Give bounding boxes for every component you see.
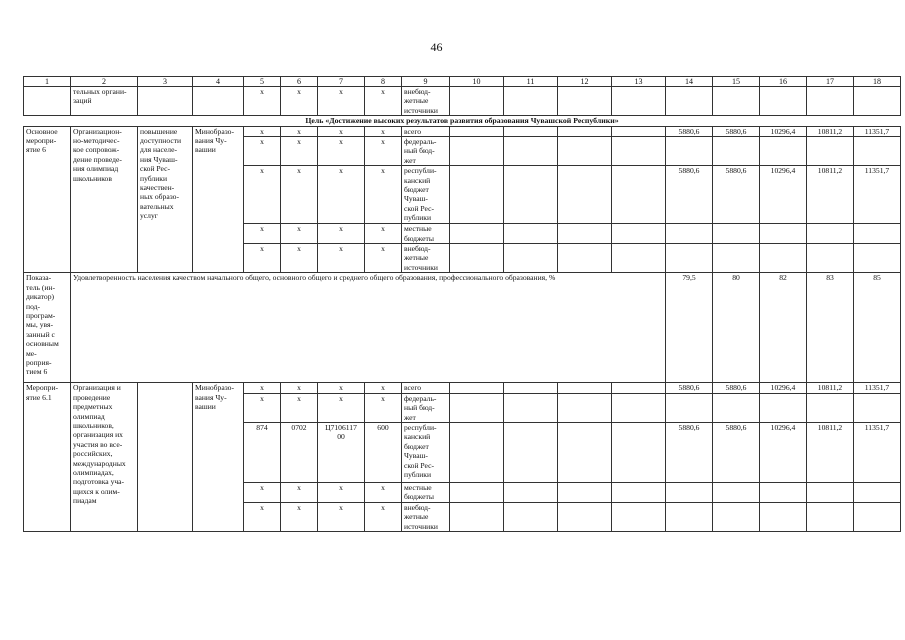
- budget-code-cell: Ц7106117 00: [318, 422, 365, 482]
- header-cell: 3: [138, 77, 193, 87]
- code-cell: x: [318, 87, 365, 116]
- amount-cell: [854, 482, 901, 502]
- budget-code-cell: x: [244, 126, 281, 136]
- amount-cell: 11351,7: [854, 126, 901, 136]
- table-cell: [558, 126, 612, 136]
- activity-label: Основное меропри- ятие 6: [24, 126, 71, 273]
- funding-source-cell: местные бюджеты: [402, 482, 450, 502]
- code-cell: x: [281, 87, 318, 116]
- amount-cell: [713, 244, 760, 273]
- table-cell: [504, 383, 558, 393]
- amount-cell: 5880,6: [713, 126, 760, 136]
- budget-code-cell: x: [318, 166, 365, 224]
- budget-code-cell: x: [365, 393, 402, 422]
- budget-table: [23, 76, 901, 532]
- table-cell: [450, 87, 504, 116]
- budget-code-cell: 874: [244, 422, 281, 482]
- budget-code-cell: x: [318, 482, 365, 502]
- header-cell: 16: [760, 77, 807, 87]
- funding-source-cell: федераль- ный бюд- жет: [402, 137, 450, 166]
- table-cell: [760, 87, 807, 116]
- budget-code-cell: x: [281, 502, 318, 531]
- table-cell: [558, 422, 612, 482]
- table-cell: [612, 166, 666, 224]
- header-cell: 18: [854, 77, 901, 87]
- amount-cell: 5880,6: [713, 422, 760, 482]
- responsible-executor: Минобразо- вания Чу- вашии: [193, 126, 244, 273]
- budget-code-cell: x: [244, 224, 281, 244]
- amount-cell: 10296,4: [760, 383, 807, 393]
- table-cell: [666, 87, 713, 116]
- amount-cell: 5880,6: [713, 166, 760, 224]
- indicator-value: 79,5: [666, 273, 713, 383]
- responsible-cell: [71, 87, 138, 116]
- budget-code-cell: x: [244, 244, 281, 273]
- table-cell: [854, 87, 901, 116]
- activity-label: Меропри- ятие 6.1: [24, 383, 71, 532]
- amount-cell: 10811,2: [807, 126, 854, 136]
- table-cell: [612, 482, 666, 502]
- amount-cell: 5880,6: [713, 383, 760, 393]
- header-cell: 5: [244, 77, 281, 87]
- table-cell: [504, 244, 558, 273]
- continuation-text: тельных органи- заций: [73, 87, 127, 106]
- amount-cell: [854, 137, 901, 166]
- header-cell: 14: [666, 77, 713, 87]
- budget-code-cell: x: [318, 393, 365, 422]
- amount-cell: 10811,2: [807, 422, 854, 482]
- table-row: [24, 126, 901, 136]
- amount-cell: 10296,4: [760, 422, 807, 482]
- code-cell: x: [244, 87, 281, 116]
- responsible-executor: Минобразо- вания Чу- вашии: [193, 383, 244, 532]
- table-row: [24, 383, 901, 393]
- activity-6-group: [24, 126, 901, 273]
- amount-cell: [760, 502, 807, 531]
- budget-code-cell: x: [244, 502, 281, 531]
- table-cell: [450, 482, 504, 502]
- amount-cell: [760, 244, 807, 273]
- amount-cell: [854, 244, 901, 273]
- budget-code-cell: 600: [365, 422, 402, 482]
- table-cell: [504, 393, 558, 422]
- amount-cell: [666, 244, 713, 273]
- amount-cell: [854, 502, 901, 531]
- header-cell: 15: [713, 77, 760, 87]
- amount-cell: [807, 224, 854, 244]
- header-cell: 4: [193, 77, 244, 87]
- amount-cell: 10296,4: [760, 126, 807, 136]
- table-cell: [504, 224, 558, 244]
- header-cell: 12: [558, 77, 612, 87]
- table-cell: [138, 87, 193, 116]
- funding-source-cell: внебюд- жетные источники: [402, 502, 450, 531]
- table-cell: [558, 502, 612, 531]
- budget-code-cell: x: [318, 502, 365, 531]
- amount-cell: [807, 482, 854, 502]
- activity-6-1-group: [24, 383, 901, 532]
- header-cell: 9: [402, 77, 450, 87]
- amount-cell: [713, 137, 760, 166]
- budget-code-cell: x: [281, 244, 318, 273]
- amount-cell: 10811,2: [807, 383, 854, 393]
- header-cell: 17: [807, 77, 854, 87]
- budget-code-cell: 0702: [281, 422, 318, 482]
- table-cell: [558, 166, 612, 224]
- table-cell: [504, 422, 558, 482]
- header-cell: 13: [612, 77, 666, 87]
- amount-cell: [760, 482, 807, 502]
- budget-code-cell: x: [365, 166, 402, 224]
- budget-code-cell: x: [365, 502, 402, 531]
- budget-code-cell: x: [281, 482, 318, 502]
- amount-cell: 11351,7: [854, 166, 901, 224]
- indicator-value: 85: [854, 273, 901, 383]
- table-cell: [612, 126, 666, 136]
- amount-cell: [713, 393, 760, 422]
- funding-source-cell: республи- канский бюджет Чуваш- ской Рес- публики: [402, 166, 450, 224]
- table-cell: [558, 383, 612, 393]
- budget-code-cell: x: [365, 126, 402, 136]
- table-cell: [558, 87, 612, 116]
- table-cell: [612, 383, 666, 393]
- header-cell: 7: [318, 77, 365, 87]
- table-cell: [504, 166, 558, 224]
- funding-source-cell: федераль- ный бюд- жет: [402, 393, 450, 422]
- table-cell: [450, 383, 504, 393]
- table-cell: [713, 87, 760, 116]
- table-cell: [807, 87, 854, 116]
- amount-cell: [666, 224, 713, 244]
- amount-cell: [713, 502, 760, 531]
- budget-code-cell: x: [281, 224, 318, 244]
- amount-cell: 11351,7: [854, 383, 901, 393]
- indicator-value: 82: [760, 273, 807, 383]
- header-cell: 2: [71, 77, 138, 87]
- amount-cell: [760, 393, 807, 422]
- table-cell: [450, 137, 504, 166]
- budget-code-cell: x: [365, 482, 402, 502]
- amount-cell: 5880,6: [666, 166, 713, 224]
- amount-cell: [666, 502, 713, 531]
- budget-code-cell: x: [244, 137, 281, 166]
- table-cell: [558, 224, 612, 244]
- amount-cell: [713, 224, 760, 244]
- table-cell: [24, 87, 71, 116]
- amount-cell: 11351,7: [854, 422, 901, 482]
- source-cell: внебюд- жетные источники: [402, 87, 450, 116]
- indicator-value: 80: [713, 273, 760, 383]
- amount-cell: [760, 137, 807, 166]
- budget-code-cell: x: [318, 224, 365, 244]
- activity-name: Организация и проведение предметных олимпиад школьников, организация их участия во все- российских, международных олимпиадах, подготовка уча- щихся к олим- пиадам: [71, 383, 138, 532]
- budget-code-cell: x: [318, 126, 365, 136]
- amount-cell: 10296,4: [760, 166, 807, 224]
- table-cell: [612, 224, 666, 244]
- amount-cell: [666, 482, 713, 502]
- table-cell: [504, 502, 558, 531]
- budget-code-cell: x: [281, 126, 318, 136]
- budget-code-cell: x: [281, 137, 318, 166]
- amount-cell: [807, 393, 854, 422]
- table-cell: [612, 137, 666, 166]
- budget-code-cell: x: [365, 137, 402, 166]
- budget-code-cell: x: [281, 166, 318, 224]
- amount-cell: [854, 224, 901, 244]
- header-cell: 6: [281, 77, 318, 87]
- table-cell: [558, 482, 612, 502]
- indicator-row: [24, 273, 901, 383]
- amount-cell: 5880,6: [666, 422, 713, 482]
- table-cell: [504, 126, 558, 136]
- budget-code-cell: x: [318, 383, 365, 393]
- table-cell: [612, 87, 666, 116]
- activity-goal: повышение доступности для населе- ния Чуваш- ской Рес- публики качествен- ных образо- вательных услуг: [138, 126, 193, 273]
- table-cell: [612, 502, 666, 531]
- header-cell: 1: [24, 77, 71, 87]
- indicator-label: Показа- тель (ин- дикатор) под- програм- мы, увя- занный с основным ме- роприя- тием 6: [24, 273, 71, 383]
- funding-source-cell: всего: [402, 383, 450, 393]
- table-cell: [450, 422, 504, 482]
- budget-code-cell: x: [318, 137, 365, 166]
- budget-code-cell: x: [365, 383, 402, 393]
- indicator-text: Удовлетворенность населения качеством начального общего, основного общего и среднего общего образования, профессионального образования, %: [71, 273, 666, 383]
- table-cell: [504, 87, 558, 116]
- table-cell: [558, 137, 612, 166]
- table-cell: [558, 393, 612, 422]
- budget-code-cell: x: [318, 244, 365, 273]
- amount-cell: [713, 482, 760, 502]
- budget-code-cell: x: [281, 393, 318, 422]
- amount-cell: 10811,2: [807, 166, 854, 224]
- table-cell: [450, 224, 504, 244]
- budget-code-cell: x: [244, 482, 281, 502]
- amount-cell: [807, 137, 854, 166]
- amount-cell: [666, 393, 713, 422]
- activity-name: Организацион- но-методичес- кое сопровож- дение проведе- ния олимпиад школьников: [71, 126, 138, 273]
- amount-cell: [807, 502, 854, 531]
- budget-code-cell: x: [365, 224, 402, 244]
- table-cell: [612, 422, 666, 482]
- table-cell: [450, 244, 504, 273]
- budget-code-cell: x: [244, 383, 281, 393]
- amount-cell: [807, 244, 854, 273]
- code-cell: x: [365, 87, 402, 116]
- amount-cell: 5880,6: [666, 383, 713, 393]
- table-cell: [612, 244, 666, 273]
- budget-code-cell: x: [281, 383, 318, 393]
- table-cell: [450, 393, 504, 422]
- goal-heading: Цель «Достижение высоких результатов развития образования Чувашской Республики»: [24, 116, 901, 126]
- indicator-value: 83: [807, 273, 854, 383]
- amount-cell: 5880,6: [666, 126, 713, 136]
- amount-cell: [666, 137, 713, 166]
- budget-code-cell: x: [365, 244, 402, 273]
- budget-code-cell: x: [244, 166, 281, 224]
- page-number: 46: [430, 40, 443, 54]
- table-cell: [504, 482, 558, 502]
- table-cell: [612, 393, 666, 422]
- table-cell: [450, 166, 504, 224]
- header-row: [24, 77, 901, 87]
- header-cell: 8: [365, 77, 402, 87]
- funding-source-cell: республи- канский бюджет Чуваш- ской Рес- публики: [402, 422, 450, 482]
- table-cell: [558, 244, 612, 273]
- activity-goal: [138, 383, 193, 532]
- table-cell: [193, 87, 244, 116]
- header-cell: 11: [504, 77, 558, 87]
- funding-source-cell: внебюд- жетные источники: [402, 244, 450, 273]
- table-cell: [450, 502, 504, 531]
- funding-source-cell: местные бюджеты: [402, 224, 450, 244]
- header-cell: 10: [450, 77, 504, 87]
- amount-cell: [854, 393, 901, 422]
- budget-code-cell: x: [244, 393, 281, 422]
- table-cell: [504, 137, 558, 166]
- goal-row: [24, 116, 901, 126]
- amount-cell: [760, 224, 807, 244]
- funding-source-cell: всего: [402, 126, 450, 136]
- table-cell: [450, 126, 504, 136]
- continuation-row: [24, 87, 901, 116]
